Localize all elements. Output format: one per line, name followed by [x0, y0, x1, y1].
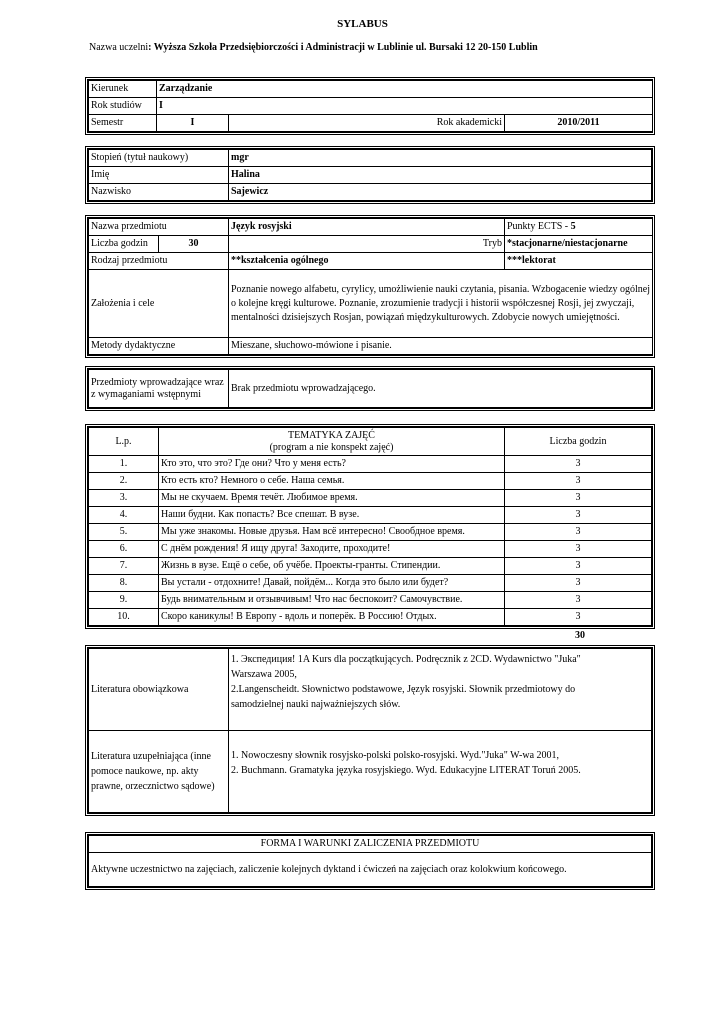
semestr-label: Semestr	[89, 115, 157, 132]
topic-title: Жизнь в вузе. Ещё о себе, об учёбе. Проекты-гранты. Стипендии.	[159, 558, 505, 575]
hours-header: Liczba godzin	[505, 428, 652, 456]
topic-hours: 3	[505, 524, 652, 541]
topic-hours: 3	[505, 575, 652, 592]
topic-title: Скоро каникулы! В Европу - вдоль и поперёк. В Россию! Отдых.	[159, 609, 505, 626]
topic-lp: 2.	[89, 473, 159, 490]
university-line	[89, 42, 538, 53]
literature-section	[85, 645, 655, 816]
stopien-label: Stopień (tytuł naukowy)	[89, 150, 229, 167]
ects-label: Punkty ECTS -	[507, 221, 571, 232]
metody-value: Mieszane, słuchowo-mówione i pisanie.	[229, 338, 653, 355]
prereq-label: Przedmioty wprowadzające wraz z wymaganiami wstępnymi	[89, 370, 229, 408]
tryb-label: Tryb	[229, 236, 505, 253]
topic-hours: 3	[505, 592, 652, 609]
ects-cell	[505, 219, 653, 236]
nazwisko-value: Sajewicz	[229, 184, 652, 201]
rok-label: Rok studiów	[89, 98, 157, 115]
zalozenia-value: Poznanie nowego alfabetu, cyrylicy, umożliwienie nauki czytania, pisania. Wzbogacenie wiedzy ogólnej o kolejne kręgi kulturowe. Poznanie, zrozumienie tradycji i historii współczesnej Rosji, jej zwyczaji, mentalności dzisiejszych Rosjan, powiązań międzykulturowych. Zdobycie nowych umiejętności.	[229, 270, 653, 338]
kierunek-label: Kierunek	[89, 81, 157, 98]
rodzaj-extra: ***lektorat	[505, 253, 653, 270]
ects-value: 5	[570, 221, 576, 232]
lit-extra-line: 1. Nowoczesny słownik rosyjsko-polski polsko-rosyjski. Wyd."Juka" W-wa 2001,	[231, 750, 560, 761]
topic-row	[89, 524, 652, 541]
assessment-header: FORMA I WARUNKI ZALICZENIA PRZEDMIOTU	[89, 836, 652, 853]
topic-title: Вы устали - отдохните! Давай, пойдём... Когда это было или будет?	[159, 575, 505, 592]
kierunek-value: Zarządzanie	[157, 81, 653, 98]
rok-value: I	[157, 98, 653, 115]
lit-extra-label: Literatura uzupełniająca (inne pomoce naukowe, np. akty prawne, orzecznictwo sądowe)	[89, 731, 229, 813]
tryb-value: *stacjonarne/niestacjonarne	[505, 236, 653, 253]
nazwisko-label: Nazwisko	[89, 184, 229, 201]
topics-header	[159, 428, 505, 456]
hours-total: 30	[575, 630, 585, 641]
topic-row	[89, 473, 652, 490]
topic-title: С днём рождения! Я ищу друга! Заходите, проходите!	[159, 541, 505, 558]
rok-akademicki-value: 2010/2011	[505, 115, 653, 132]
assessment-value: Aktywne uczestnictwo na zajęciach, zaliczenie kolejnych dyktand i ćwiczeń na zajęciach oraz kolokwium końcowego.	[89, 853, 652, 887]
stopien-value: mgr	[229, 150, 652, 167]
topic-lp: 10.	[89, 609, 159, 626]
semestr-value: I	[157, 115, 229, 132]
lit-required-line: Warszawa 2005,	[231, 669, 297, 680]
imie-label: Imię	[89, 167, 229, 184]
topic-hours: 3	[505, 456, 652, 473]
lit-required-value	[229, 649, 652, 731]
topic-lp: 5.	[89, 524, 159, 541]
rodzaj-value: **kształcenia ogólnego	[229, 253, 505, 270]
topics-section	[85, 424, 655, 629]
teacher-section	[85, 146, 655, 204]
topic-hours: 3	[505, 558, 652, 575]
lit-extra-line: 2. Buchmann. Gramatyka języka rosyjskiego. Wyd. Edukacyjne LITERAT Toruń 2005.	[231, 765, 581, 776]
topic-hours: 3	[505, 507, 652, 524]
topic-row	[89, 490, 652, 507]
document-title: SYLABUS	[337, 18, 388, 30]
university-value: : Wyższa Szkoła Przedsiębiorczości i Administracji w Lublinie ul. Bursaki 12 20-150 Lublin	[148, 42, 538, 53]
topic-row	[89, 592, 652, 609]
topic-lp: 3.	[89, 490, 159, 507]
topic-lp: 4.	[89, 507, 159, 524]
topic-row	[89, 558, 652, 575]
lit-required-label: Literatura obowiązkowa	[89, 649, 229, 731]
lit-required-line: samodzielnej nauki najważniejszych słów.	[231, 699, 401, 710]
topics-header-subtitle: (program a nie konspekt zajęć)	[269, 441, 394, 453]
topic-hours: 3	[505, 473, 652, 490]
topic-row	[89, 507, 652, 524]
prereq-value: Brak przedmiotu wprowadzającego.	[229, 370, 652, 408]
topic-row	[89, 541, 652, 558]
rok-akademicki-label: Rok akademicki	[229, 115, 505, 132]
lit-required-line: 2.Langenscheidt. Słownictwo podstawowe, Język rosyjski. Słownik przedmiotowy do	[231, 684, 576, 695]
topic-lp: 1.	[89, 456, 159, 473]
topic-lp: 8.	[89, 575, 159, 592]
lp-header: L.p.	[89, 428, 159, 456]
topic-lp: 7.	[89, 558, 159, 575]
topic-title: Будь внимательным и отзывчивым! Что нас беспокоит? Самочувствие.	[159, 592, 505, 609]
topic-lp: 6.	[89, 541, 159, 558]
topic-title: Наши будни. Как попасть? Все спешат. В вузе.	[159, 507, 505, 524]
prereq-section	[85, 366, 655, 411]
godzin-label: Liczba godzin	[89, 236, 159, 253]
topic-title: Кто есть кто? Немного о себе. Наша семья.	[159, 473, 505, 490]
godzin-value: 30	[159, 236, 229, 253]
topic-hours: 3	[505, 490, 652, 507]
topic-row	[89, 609, 652, 626]
topic-lp: 9.	[89, 592, 159, 609]
topics-header-title: TEMATYKA ZAJĘĆ	[288, 429, 375, 441]
course-section	[85, 215, 655, 358]
metody-label: Metody dydaktyczne	[89, 338, 229, 355]
lit-extra-value	[229, 731, 652, 813]
topics-body	[89, 456, 652, 626]
topic-hours: 3	[505, 609, 652, 626]
university-label: Nazwa uczelni	[89, 42, 149, 53]
topic-hours: 3	[505, 541, 652, 558]
topic-title: Мы уже знакомы. Новые друзья. Нам всё интересно! Свообдное время.	[159, 524, 505, 541]
lit-required-line: 1. Экспедиция! 1A Kurs dla początkujących. Podręcznik z 2CD. Wydawnictwo "Juka"	[231, 654, 581, 665]
imie-value: Halina	[229, 167, 652, 184]
assessment-section	[85, 832, 655, 890]
nazwa-value: Język rosyjski	[229, 219, 505, 236]
topic-row	[89, 575, 652, 592]
program-section	[85, 77, 655, 135]
topic-title: Кто это, что это? Где они? Что у меня есть?	[159, 456, 505, 473]
rodzaj-label: Rodzaj przedmiotu	[89, 253, 229, 270]
topic-title: Мы не скучаем. Время течёт. Любимое время.	[159, 490, 505, 507]
nazwa-label: Nazwa przedmiotu	[89, 219, 229, 236]
zalozenia-label: Założenia i cele	[89, 270, 229, 338]
topic-row	[89, 456, 652, 473]
